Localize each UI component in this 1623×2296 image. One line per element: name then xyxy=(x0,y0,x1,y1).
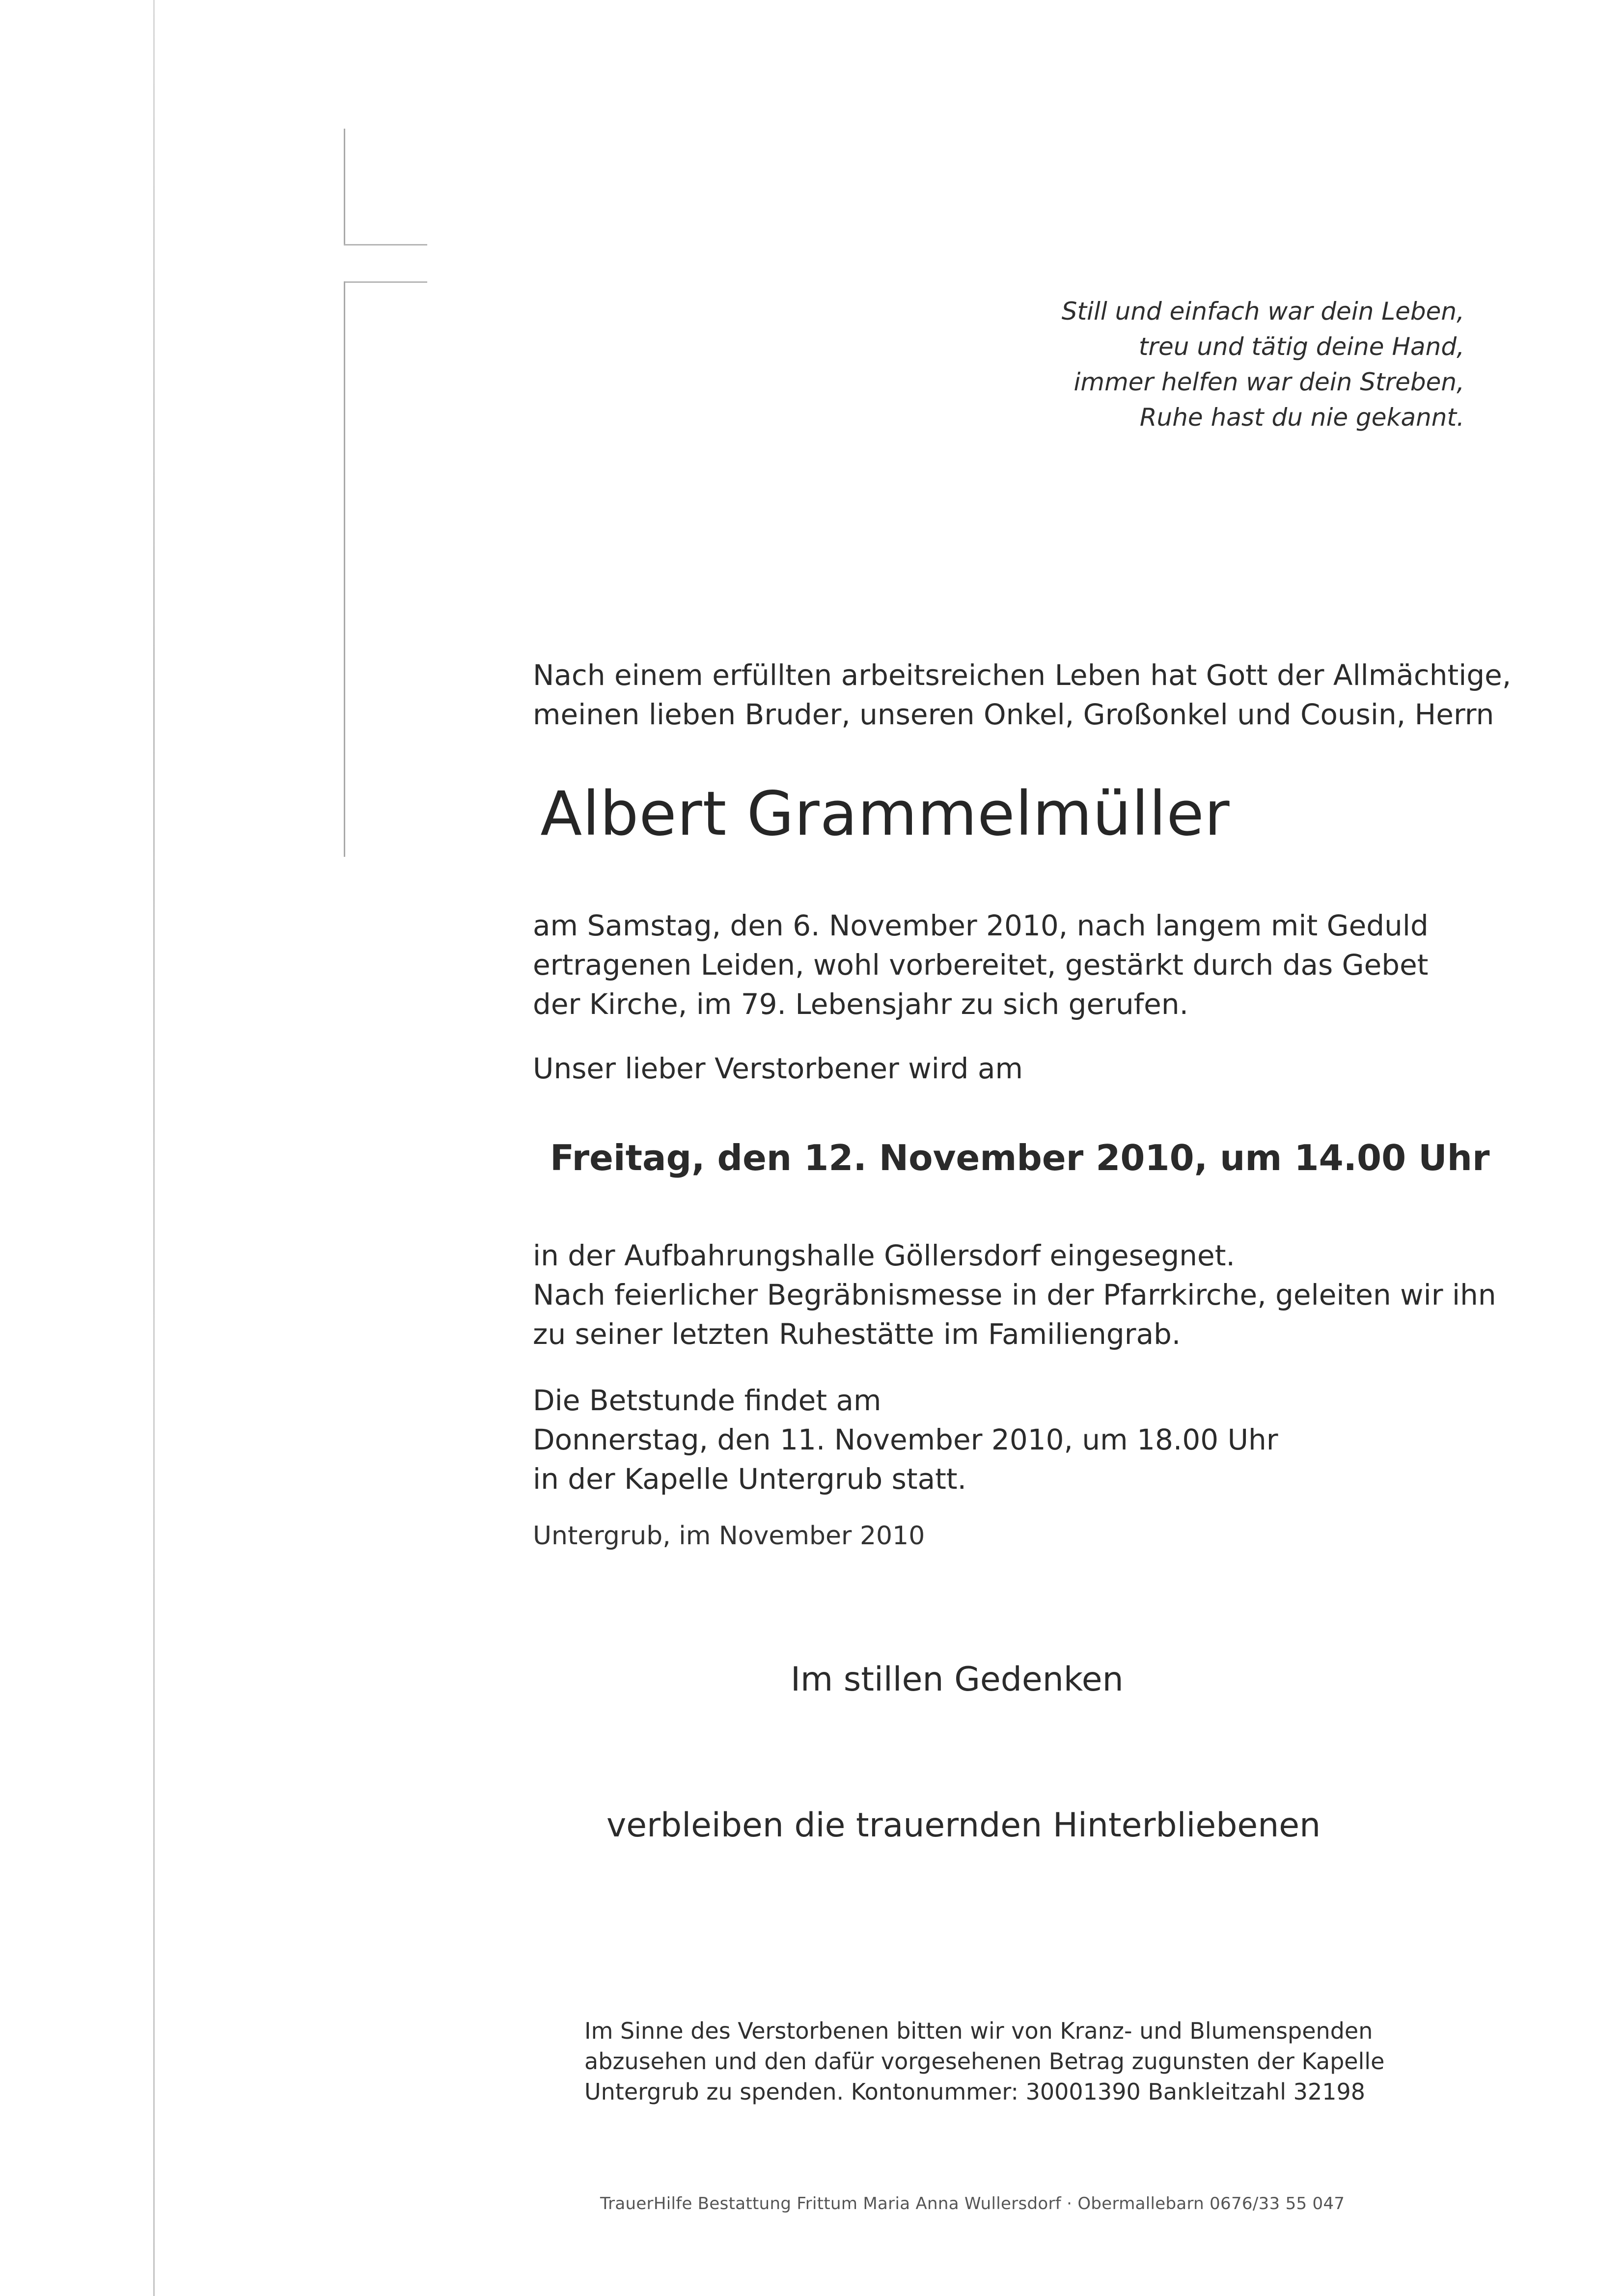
blessing-paragraph xyxy=(533,1236,1496,1354)
verse-line: Ruhe hast du nie gekannt. xyxy=(1139,403,1464,432)
intro-line: Nach einem erfüllten arbeitsreichen Leben hat Gott der Allmächtige, xyxy=(533,658,1512,692)
death-line: ertragenen Leiden, wohl vorbereitet, gestärkt durch das Gebet xyxy=(533,948,1429,982)
verse-line: immer helfen war dein Streben, xyxy=(1073,368,1464,396)
funeral-date: Freitag, den 12. November 2010, um 14.00 Uhr xyxy=(550,1137,1490,1178)
verse-line: Still und einfach war dein Leben, xyxy=(1061,297,1464,326)
blessing-line: zu seiner letzten Ruhestätte im Familiengrab. xyxy=(533,1317,1181,1351)
cross-vertical-top xyxy=(344,129,345,244)
blessing-line: in der Aufbahrungshalle Göllersdorf eingesegnet. xyxy=(533,1239,1235,1272)
prayer-paragraph xyxy=(533,1381,1278,1499)
deceased-name: Albert Grammelmüller xyxy=(540,779,1230,849)
donation-line: abzusehen und den dafür vorgesehenen Betrag zugunsten der Kapelle xyxy=(584,2048,1385,2075)
death-paragraph xyxy=(533,906,1429,1024)
intro-line: meinen lieben Bruder, unseren Onkel, Großonkel und Cousin, Herrn xyxy=(533,698,1494,731)
cross-horizontal-top xyxy=(344,244,427,246)
verse xyxy=(1062,294,1464,435)
intro-paragraph xyxy=(533,656,1511,734)
donation-line: Im Sinne des Verstorbenen bitten wir von Kranz- und Blumenspenden xyxy=(584,2018,1373,2044)
scan-edge-line xyxy=(153,0,155,2296)
cross-horizontal-bottom xyxy=(344,281,427,283)
lying-in-state-text: Unser lieber Verstorbener wird am xyxy=(533,1052,1023,1085)
prayer-line: Donnerstag, den 11. November 2010, um 18.00 Uhr xyxy=(533,1423,1278,1456)
blessing-line: Nach feierlicher Begräbnismesse in der Pfarrkirche, geleiten wir ihn xyxy=(533,1278,1496,1312)
donation-line: Untergrub zu spenden. Kontonummer: 30001390 Bankleitzahl 32198 xyxy=(584,2078,1366,2105)
prayer-line: Die Betstunde findet am xyxy=(533,1384,881,1417)
prayer-line: in der Kapelle Untergrub statt. xyxy=(533,1462,967,1496)
funeral-home-footer: TrauerHilfe Bestattung Frittum Maria Anna Wullersdorf · Obermallebarn 0676/33 55 047 xyxy=(600,2194,1345,2214)
place-date: Untergrub, im November 2010 xyxy=(533,1521,925,1551)
death-line: der Kirche, im 79. Lebensjahr zu sich gerufen. xyxy=(533,987,1189,1021)
verse-line: treu und tätig deine Hand, xyxy=(1138,332,1464,361)
memory-heading: Im stillen Gedenken xyxy=(791,1660,1124,1699)
death-line: am Samstag, den 6. November 2010, nach langem mit Geduld xyxy=(533,909,1429,942)
donation-notice xyxy=(584,2016,1385,2107)
cross-vertical-bottom xyxy=(344,281,345,857)
mourners-text: verbleiben die trauernden Hinterbliebenen xyxy=(606,1806,1321,1845)
